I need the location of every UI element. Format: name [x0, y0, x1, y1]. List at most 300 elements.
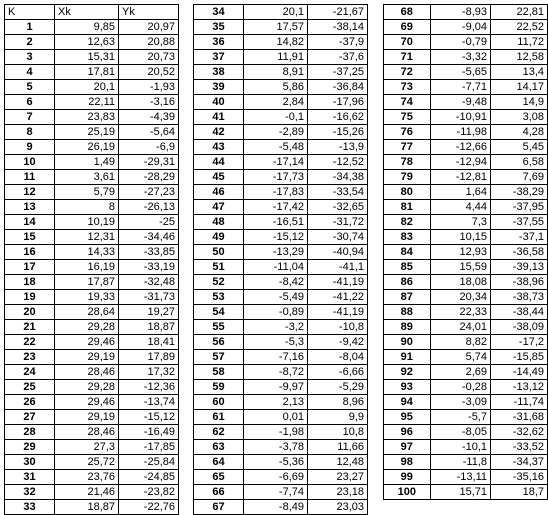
xk-cell: -8,72	[244, 365, 308, 380]
k-cell: 88	[384, 305, 431, 320]
k-cell: 70	[384, 35, 431, 50]
yk-cell: -32,62	[491, 425, 548, 440]
table-row	[384, 245, 548, 260]
yk-cell: -38,96	[491, 275, 548, 290]
yk-cell: 5,45	[491, 140, 548, 155]
table-row	[194, 155, 368, 170]
k-cell: 11	[5, 170, 55, 185]
k-cell: 12	[5, 185, 55, 200]
yk-cell: 20,97	[119, 20, 179, 35]
table-row	[194, 275, 368, 290]
table-row	[5, 500, 179, 515]
xk-cell: -7,71	[430, 80, 490, 95]
table-row	[194, 290, 368, 305]
yk-cell: 8,96	[308, 395, 368, 410]
xk-cell: 16,19	[55, 260, 119, 275]
table-row	[384, 470, 548, 485]
table-row	[194, 245, 368, 260]
k-cell: 76	[384, 125, 431, 140]
k-cell: 21	[5, 320, 55, 335]
yk-cell: -25	[119, 215, 179, 230]
table-row	[5, 485, 179, 500]
table-row	[194, 35, 368, 50]
xk-cell: 29,19	[55, 350, 119, 365]
table-row	[384, 425, 548, 440]
yk-cell: -1,93	[119, 80, 179, 95]
k-cell: 98	[384, 455, 431, 470]
xk-cell: -12,94	[430, 155, 490, 170]
xk-cell: 28,64	[55, 305, 119, 320]
table-row	[5, 140, 179, 155]
yk-cell: 9,9	[308, 410, 368, 425]
xk-cell: 8,82	[430, 335, 490, 350]
xk-cell: 20,1	[55, 80, 119, 95]
table-row	[384, 290, 548, 305]
table-row	[384, 65, 548, 80]
yk-cell: -27,23	[119, 185, 179, 200]
table-row	[384, 20, 548, 35]
table-row	[194, 485, 368, 500]
xk-cell: -17,42	[244, 200, 308, 215]
k-cell: 18	[5, 275, 55, 290]
table-row	[384, 410, 548, 425]
yk-cell: -17,96	[308, 95, 368, 110]
k-cell: 30	[5, 455, 55, 470]
k-cell: 17	[5, 260, 55, 275]
xk-cell: -3,78	[244, 440, 308, 455]
k-cell: 19	[5, 290, 55, 305]
table-header-row	[5, 5, 179, 20]
k-cell: 46	[194, 185, 244, 200]
table-row	[5, 35, 179, 50]
table-row	[5, 425, 179, 440]
k-cell: 90	[384, 335, 431, 350]
yk-cell: -9,42	[308, 335, 368, 350]
xk-cell: -17,14	[244, 155, 308, 170]
table-row	[5, 275, 179, 290]
yk-cell: -38,29	[491, 185, 548, 200]
yk-cell: 20,88	[119, 35, 179, 50]
xk-cell: 15,59	[430, 260, 490, 275]
xk-cell: 28,46	[55, 365, 119, 380]
xk-cell: 1,49	[55, 155, 119, 170]
yk-cell: -30,74	[308, 230, 368, 245]
table-row	[5, 20, 179, 35]
k-cell: 55	[194, 320, 244, 335]
yk-cell: -37,25	[308, 65, 368, 80]
k-cell: 49	[194, 230, 244, 245]
xk-cell: 27,3	[55, 440, 119, 455]
yk-cell: 23,27	[308, 470, 368, 485]
xk-cell: -5,3	[244, 335, 308, 350]
table-row	[384, 155, 548, 170]
yk-cell: -34,38	[308, 170, 368, 185]
xk-cell: 23,76	[55, 470, 119, 485]
k-cell: 20	[5, 305, 55, 320]
xk-cell: 20,34	[430, 290, 490, 305]
table-row	[194, 440, 368, 455]
k-cell: 92	[384, 365, 431, 380]
xk-cell: -6,69	[244, 470, 308, 485]
table-row	[384, 260, 548, 275]
yk-cell: 6,58	[491, 155, 548, 170]
xk-cell: -7,74	[244, 485, 308, 500]
table-row	[194, 200, 368, 215]
table-row	[5, 200, 179, 215]
xk-cell: -17,73	[244, 170, 308, 185]
k-cell: 16	[5, 245, 55, 260]
k-cell: 31	[5, 470, 55, 485]
yk-cell: -13,12	[491, 380, 548, 395]
k-cell: 81	[384, 200, 431, 215]
yk-cell: 23,03	[308, 500, 368, 515]
yk-cell: 23,18	[308, 485, 368, 500]
table-row	[194, 380, 368, 395]
coordinates-table-3	[383, 4, 548, 500]
k-cell: 62	[194, 425, 244, 440]
xk-cell: 15,71	[430, 485, 490, 500]
yk-cell: -41,19	[308, 305, 368, 320]
k-cell: 38	[194, 65, 244, 80]
table-row	[384, 80, 548, 95]
k-cell: 4	[5, 65, 55, 80]
k-cell: 97	[384, 440, 431, 455]
k-cell: 14	[5, 215, 55, 230]
table-row	[194, 185, 368, 200]
xk-cell: 11,91	[244, 50, 308, 65]
yk-cell: -38,44	[491, 305, 548, 320]
k-cell: 82	[384, 215, 431, 230]
k-cell: 74	[384, 95, 431, 110]
table-row	[384, 455, 548, 470]
table-row	[194, 170, 368, 185]
table-row	[5, 410, 179, 425]
k-cell: 84	[384, 245, 431, 260]
xk-cell: -2,89	[244, 125, 308, 140]
k-cell: 100	[384, 485, 431, 500]
table-row	[384, 125, 548, 140]
table-row	[194, 95, 368, 110]
k-cell: 75	[384, 110, 431, 125]
xk-cell: -3,2	[244, 320, 308, 335]
coordinates-table-2	[193, 4, 368, 515]
yk-cell: -40,94	[308, 245, 368, 260]
yk-cell: -12,52	[308, 155, 368, 170]
k-cell: 65	[194, 470, 244, 485]
header-yk: Yk	[119, 5, 179, 20]
yk-cell: -36,58	[491, 245, 548, 260]
xk-cell: -3,32	[430, 50, 490, 65]
table-row	[194, 260, 368, 275]
yk-cell: 12,58	[491, 50, 548, 65]
yk-cell: -29,31	[119, 155, 179, 170]
yk-cell: 4,28	[491, 125, 548, 140]
table-row	[194, 305, 368, 320]
k-cell: 15	[5, 230, 55, 245]
table-row	[5, 185, 179, 200]
yk-cell: -10,8	[308, 320, 368, 335]
xk-cell: 12,93	[430, 245, 490, 260]
xk-cell: -8,05	[430, 425, 490, 440]
k-cell: 35	[194, 20, 244, 35]
table-row	[384, 110, 548, 125]
table-row	[384, 485, 548, 500]
table-row	[194, 455, 368, 470]
xk-cell: 8	[55, 200, 119, 215]
table-row	[194, 140, 368, 155]
k-cell: 72	[384, 65, 431, 80]
yk-cell: 20,52	[119, 65, 179, 80]
k-cell: 24	[5, 365, 55, 380]
yk-cell: 14,17	[491, 80, 548, 95]
yk-cell: -13,9	[308, 140, 368, 155]
table-row	[5, 350, 179, 365]
k-cell: 68	[384, 5, 431, 20]
coordinates-table-1	[4, 4, 179, 515]
k-cell: 6	[5, 95, 55, 110]
xk-cell: 7,3	[430, 215, 490, 230]
k-cell: 36	[194, 35, 244, 50]
k-cell: 58	[194, 365, 244, 380]
xk-cell: 29,46	[55, 395, 119, 410]
xk-cell: -5,48	[244, 140, 308, 155]
yk-cell: -17,85	[119, 440, 179, 455]
k-cell: 83	[384, 230, 431, 245]
yk-cell: 7,69	[491, 170, 548, 185]
k-cell: 45	[194, 170, 244, 185]
xk-cell: 29,28	[55, 380, 119, 395]
yk-cell: -38,14	[308, 20, 368, 35]
k-cell: 5	[5, 80, 55, 95]
xk-cell: 22,11	[55, 95, 119, 110]
table-row	[5, 80, 179, 95]
yk-cell: 12,48	[308, 455, 368, 470]
k-cell: 91	[384, 350, 431, 365]
yk-cell: -39,13	[491, 260, 548, 275]
yk-cell: -6,66	[308, 365, 368, 380]
k-cell: 67	[194, 500, 244, 515]
xk-cell: 8,91	[244, 65, 308, 80]
xk-cell: 17,81	[55, 65, 119, 80]
xk-cell: -9,97	[244, 380, 308, 395]
table-row	[384, 380, 548, 395]
table-row	[384, 95, 548, 110]
table-row	[194, 320, 368, 335]
xk-cell: 9,85	[55, 20, 119, 35]
k-cell: 79	[384, 170, 431, 185]
yk-cell: -37,95	[491, 200, 548, 215]
xk-cell: 26,19	[55, 140, 119, 155]
xk-cell: 2,69	[430, 365, 490, 380]
xk-cell: 15,31	[55, 50, 119, 65]
table-row	[194, 365, 368, 380]
k-cell: 50	[194, 245, 244, 260]
k-cell: 87	[384, 290, 431, 305]
table-row	[384, 350, 548, 365]
yk-cell: 17,32	[119, 365, 179, 380]
yk-cell: 17,89	[119, 350, 179, 365]
xk-cell: 12,31	[55, 230, 119, 245]
k-cell: 86	[384, 275, 431, 290]
k-cell: 37	[194, 50, 244, 65]
yk-cell: -32,48	[119, 275, 179, 290]
k-cell: 56	[194, 335, 244, 350]
xk-cell: 24,01	[430, 320, 490, 335]
yk-cell: -26,13	[119, 200, 179, 215]
yk-cell: -34,37	[491, 455, 548, 470]
k-cell: 25	[5, 380, 55, 395]
yk-cell: -8,04	[308, 350, 368, 365]
k-cell: 22	[5, 335, 55, 350]
xk-cell: -10,1	[430, 440, 490, 455]
xk-cell: -17,83	[244, 185, 308, 200]
yk-cell: -25,84	[119, 455, 179, 470]
yk-cell: 11,66	[308, 440, 368, 455]
table-row	[5, 230, 179, 245]
table-row	[194, 230, 368, 245]
yk-cell: -41,1	[308, 260, 368, 275]
xk-cell: 19,33	[55, 290, 119, 305]
yk-cell: -37,55	[491, 215, 548, 230]
xk-cell: 21,46	[55, 485, 119, 500]
xk-cell: -1,98	[244, 425, 308, 440]
k-cell: 42	[194, 125, 244, 140]
xk-cell: 29,46	[55, 335, 119, 350]
table-row	[384, 50, 548, 65]
table-row	[384, 440, 548, 455]
xk-cell: 23,83	[55, 110, 119, 125]
yk-cell: -33,85	[119, 245, 179, 260]
xk-cell: 14,33	[55, 245, 119, 260]
xk-cell: 0,01	[244, 410, 308, 425]
table-row	[5, 65, 179, 80]
table-row	[5, 260, 179, 275]
xk-cell: -0,1	[244, 110, 308, 125]
table-row	[5, 125, 179, 140]
table-row	[194, 65, 368, 80]
xk-cell: 20,1	[244, 5, 308, 20]
yk-cell: -38,73	[491, 290, 548, 305]
xk-cell: 5,86	[244, 80, 308, 95]
table-row	[194, 350, 368, 365]
k-cell: 33	[5, 500, 55, 515]
yk-cell: -28,29	[119, 170, 179, 185]
k-cell: 3	[5, 50, 55, 65]
yk-cell: -13,74	[119, 395, 179, 410]
yk-cell: -5,64	[119, 125, 179, 140]
k-cell: 1	[5, 20, 55, 35]
table-row	[194, 110, 368, 125]
yk-cell: -37,6	[308, 50, 368, 65]
k-cell: 85	[384, 260, 431, 275]
xk-cell: -7,16	[244, 350, 308, 365]
table-row	[5, 95, 179, 110]
yk-cell: 14,9	[491, 95, 548, 110]
yk-cell: 19,27	[119, 305, 179, 320]
table-row	[194, 335, 368, 350]
k-cell: 29	[5, 440, 55, 455]
k-cell: 10	[5, 155, 55, 170]
k-cell: 61	[194, 410, 244, 425]
yk-cell: -36,84	[308, 80, 368, 95]
yk-cell: -16,49	[119, 425, 179, 440]
table-row	[384, 365, 548, 380]
xk-cell: -12,81	[430, 170, 490, 185]
xk-cell: 12,63	[55, 35, 119, 50]
xk-cell: -11,04	[244, 260, 308, 275]
k-cell: 89	[384, 320, 431, 335]
k-cell: 78	[384, 155, 431, 170]
xk-cell: 3,61	[55, 170, 119, 185]
table-row	[384, 395, 548, 410]
table-row	[194, 50, 368, 65]
yk-cell: -3,16	[119, 95, 179, 110]
yk-cell: 18,41	[119, 335, 179, 350]
yk-cell: -15,12	[119, 410, 179, 425]
xk-cell: -5,7	[430, 410, 490, 425]
yk-cell: -23,82	[119, 485, 179, 500]
yk-cell: 10,8	[308, 425, 368, 440]
yk-cell: -22,76	[119, 500, 179, 515]
table-row	[5, 170, 179, 185]
header-xk: Xk	[55, 5, 119, 20]
k-cell: 26	[5, 395, 55, 410]
yk-cell: -31,73	[119, 290, 179, 305]
yk-cell: -15,26	[308, 125, 368, 140]
k-cell: 39	[194, 80, 244, 95]
xk-cell: 18,08	[430, 275, 490, 290]
table-row	[5, 470, 179, 485]
k-cell: 66	[194, 485, 244, 500]
k-cell: 43	[194, 140, 244, 155]
yk-cell: -17,2	[491, 335, 548, 350]
header-k: K	[5, 5, 55, 20]
xk-cell: 22,33	[430, 305, 490, 320]
k-cell: 47	[194, 200, 244, 215]
yk-cell: 13,4	[491, 65, 548, 80]
table-row	[384, 35, 548, 50]
yk-cell: 20,73	[119, 50, 179, 65]
yk-cell: 22,52	[491, 20, 548, 35]
yk-cell: -4,39	[119, 110, 179, 125]
table-row	[194, 5, 368, 20]
yk-cell: -31,68	[491, 410, 548, 425]
table-row	[194, 80, 368, 95]
table-row	[384, 5, 548, 20]
yk-cell: -14,49	[491, 365, 548, 380]
k-cell: 40	[194, 95, 244, 110]
yk-cell: -33,54	[308, 185, 368, 200]
k-cell: 77	[384, 140, 431, 155]
k-cell: 57	[194, 350, 244, 365]
k-cell: 99	[384, 470, 431, 485]
table-row	[5, 50, 179, 65]
yk-cell: -6,9	[119, 140, 179, 155]
k-cell: 71	[384, 50, 431, 65]
yk-cell: -16,62	[308, 110, 368, 125]
k-cell: 94	[384, 395, 431, 410]
table-row	[384, 305, 548, 320]
table-row	[5, 110, 179, 125]
k-cell: 73	[384, 80, 431, 95]
xk-cell: -10,91	[430, 110, 490, 125]
xk-cell: 25,72	[55, 455, 119, 470]
k-cell: 69	[384, 20, 431, 35]
table-row	[5, 155, 179, 170]
xk-cell: 17,87	[55, 275, 119, 290]
xk-cell: -8,93	[430, 5, 490, 20]
k-cell: 41	[194, 110, 244, 125]
